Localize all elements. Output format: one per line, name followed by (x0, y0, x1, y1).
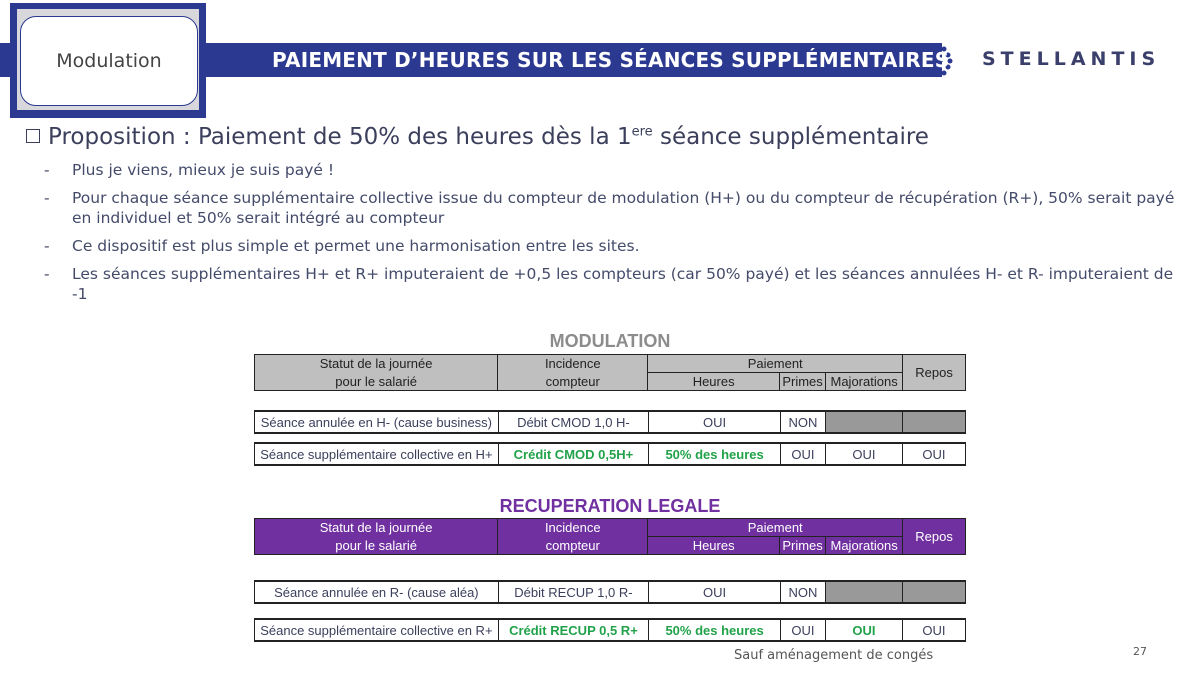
col-header: Majorations (826, 373, 903, 391)
bullet-item: - Les séances supplémentaires H+ et R+ imputeraient de +0,5 les compteurs (car 50% payé) et les séances annulées H- et R- imputeraient de -1 (40, 264, 1190, 304)
col-header: Statut de la journée (255, 355, 498, 373)
bullet-item: - Pour chaque séance supplémentaire collective issue du compteur de modulation (H+) ou du compteur de récupération (R+), 50% serait payé en individuel et 50% serait intégré au compteur (40, 188, 1190, 228)
col-header: Heures (648, 537, 780, 555)
col-header: Repos (903, 355, 966, 391)
col-header: Paiement (648, 519, 903, 537)
col-header: Paiement (648, 355, 903, 373)
col-header: Repos (903, 519, 966, 555)
col-header: Statut de la journée (255, 519, 498, 537)
col-header: compteur (498, 537, 648, 555)
col-header: Majorations (826, 537, 903, 555)
recuperation-table (254, 518, 966, 555)
page-number: 27 (1133, 645, 1147, 658)
checkbox-bullet-icon (26, 129, 40, 143)
table-row: Séance annulée en R- (cause aléa) Débit RECUP 1,0 R- OUI NON (254, 580, 966, 604)
table-row: Séance annulée en H- (cause business) Débit CMOD 1,0 H- OUI NON (254, 410, 966, 434)
section-tab: Modulation (20, 16, 198, 106)
col-header: Primes (780, 537, 826, 555)
modulation-title: MODULATION (549, 331, 671, 351)
proposition-heading: Proposition : Paiement de 50% des heures dès la 1ere séance supplémentaire (26, 124, 929, 150)
bullet-list (40, 160, 1190, 312)
col-header: Primes (780, 373, 826, 391)
table-row: Séance supplémentaire collective en R+ Crédit RECUP 0,5 R+ 50% des heures OUI OUI OUI (254, 618, 966, 642)
recuperation-title: RECUPERATION LEGALE (499, 496, 721, 516)
col-header: pour le salarié (255, 373, 498, 391)
bullet-item: - Plus je viens, mieux je suis payé ! (40, 160, 1190, 180)
page-title: PAIEMENT D’HEURES SUR LES SÉANCES SUPPLÉMENTAIRES (272, 48, 950, 72)
stellantis-logo: STELLANTIS (982, 48, 1161, 70)
table-row: Séance supplémentaire collective en H+ Crédit CMOD 0,5H+ 50% des heures OUI OUI OUI (254, 442, 966, 466)
col-header: Heures (648, 373, 780, 391)
bullet-item: - Ce dispositif est plus simple et permet une harmonisation entre les sites. (40, 236, 1190, 256)
footnote: Sauf aménagement de congés (734, 648, 934, 663)
col-header: compteur (498, 373, 648, 391)
col-header: Incidence (498, 355, 648, 373)
col-header: Incidence (498, 519, 648, 537)
modulation-table (254, 354, 966, 391)
col-header: pour le salarié (255, 537, 498, 555)
